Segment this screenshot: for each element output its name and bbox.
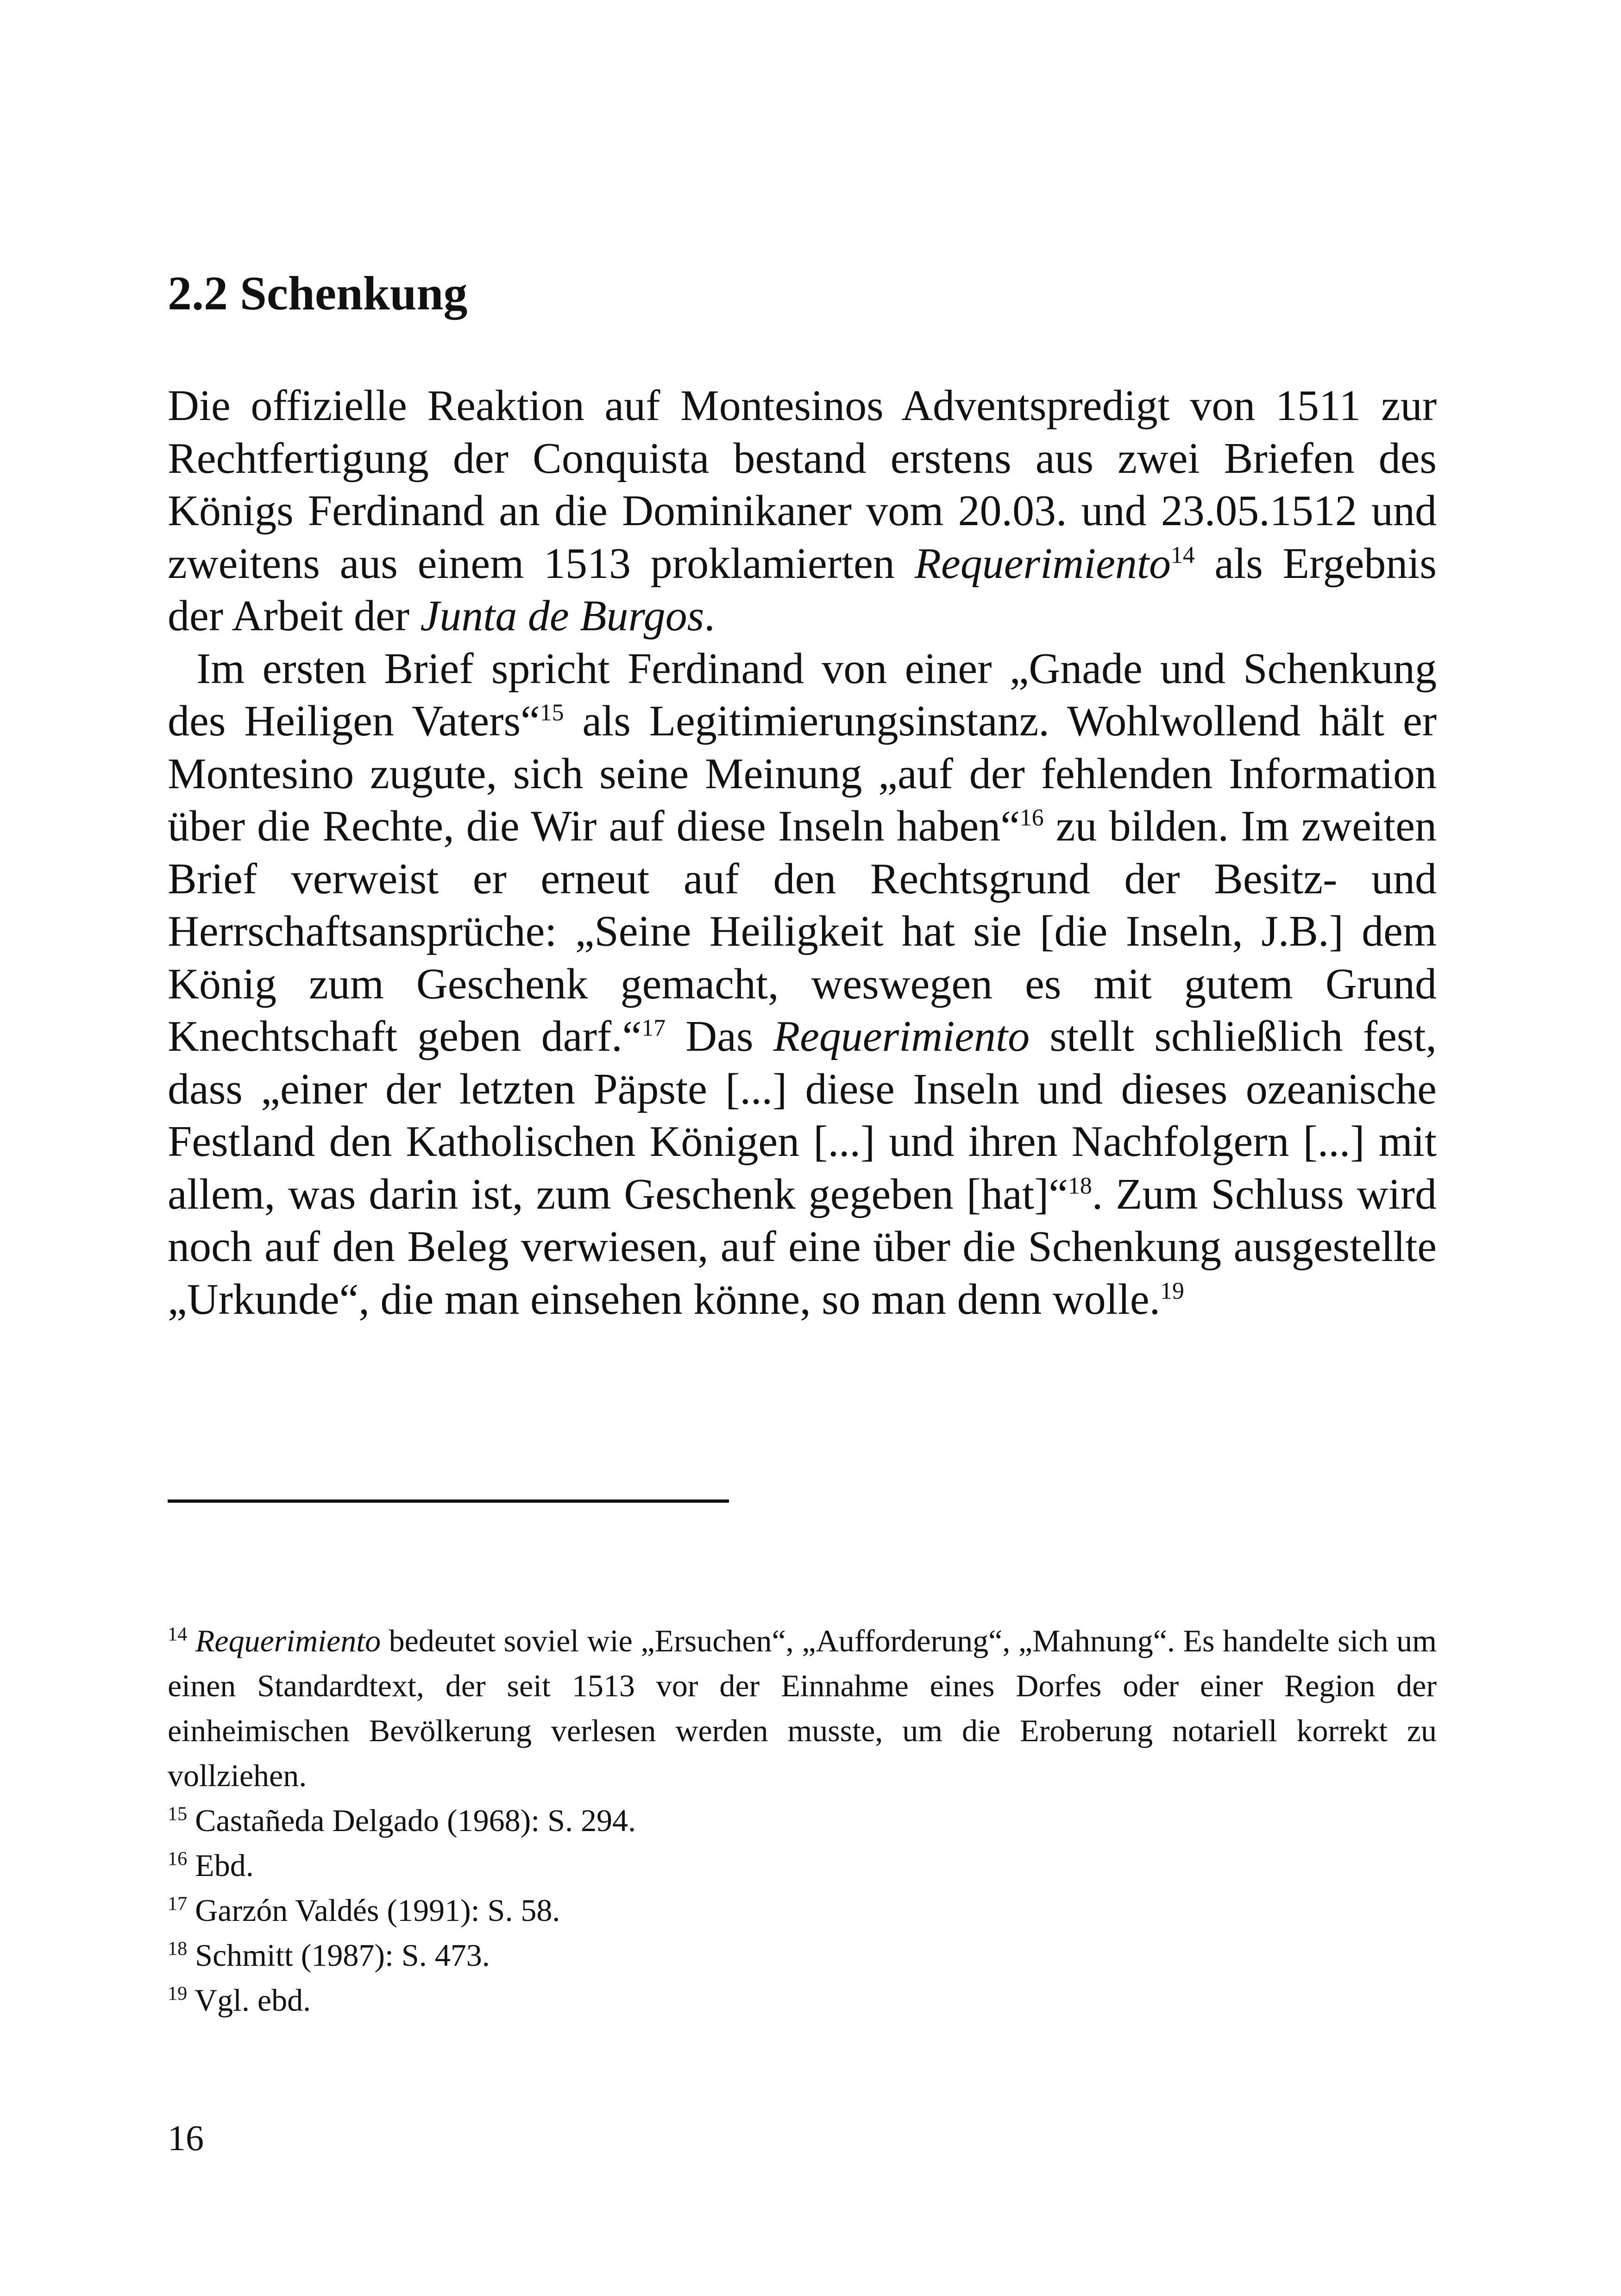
page-number: 16 <box>168 2118 204 2158</box>
text-run: . Zum Schluss wird noch auf den Beleg verwiesen, auf eine über die Schenkung ausgestellte „Urkunde“, die man einsehen könne, so man denn wolle. <box>168 1170 1437 1324</box>
italic-term: Requerimiento <box>914 539 1171 588</box>
footnote <box>168 1618 1437 1798</box>
footnote-number: 14 <box>168 1623 188 1645</box>
footnote-marker: 15 <box>540 699 564 726</box>
footnote-text: Schmitt (1987): S. 473. <box>187 1938 490 1973</box>
footnote-number: 19 <box>168 1982 188 2005</box>
footnote-marker: 18 <box>1068 1173 1092 1199</box>
footnote-number: 15 <box>168 1803 188 1825</box>
footnote-marker: 14 <box>1171 542 1195 569</box>
footnote <box>168 1798 1437 1843</box>
text-run: zu bilden. Im zweiten Brief verweist er erneut auf den Rechtsgrund der Besitz- und Herrschaftsansprüche: „Seine Heiligkeit hat sie [die Inseln, J.B.] dem König zum Geschenk gemacht, weswegen es mit gutem Grund Knechtschaft geben darf.“ <box>168 802 1437 1060</box>
text-run: Die offizielle Reaktion auf Montesinos Adventspredigt von 1511 zur Rechtfertigung der Conquista bestand erstens aus zwei Briefen des Königs Ferdinand an die Dominikaner vom 20.03. und 23.05.1512 und zweitens aus einem 1513 proklamierten <box>168 382 1437 588</box>
italic-term: Requerimiento <box>195 1623 381 1658</box>
footnote-separator <box>168 1499 729 1503</box>
text-run: Im ersten Brief spricht Ferdinand von einer „Gnade und Schenkung des Heiligen Vaters“ <box>168 644 1437 745</box>
text-run: als Ergebnis der Arbeit der <box>168 539 1437 640</box>
footnote <box>168 1978 1437 2023</box>
text-run: Das <box>666 1012 773 1060</box>
text-run: . <box>704 592 715 640</box>
footnote <box>168 1843 1437 1888</box>
paragraph <box>168 643 1437 1326</box>
footnote-text: Castañeda Delgado (1968): S. 294. <box>187 1803 636 1838</box>
footnote-text: Vgl. ebd. <box>187 1982 311 2018</box>
footnote-number: 17 <box>168 1893 188 1915</box>
footnote-number: 16 <box>168 1848 188 1870</box>
italic-term: Junta de Burgos <box>420 592 704 640</box>
paragraph <box>168 380 1437 643</box>
footnote-marker: 19 <box>1160 1278 1184 1305</box>
section-heading: 2.2 Schenkung <box>168 267 468 320</box>
footnote-text: bedeutet soviel wie „Ersuchen“, „Aufforderung“, „Mahnung“. Es handelte sich um einen Standardtext, der seit 1513 vor der Einnahme eines Dorfes oder einer Region der einheimischen Bevölkerung verlesen werden musste, um die Eroberung notariell korrekt zu vollziehen. <box>168 1623 1437 1793</box>
footnotes <box>168 1618 1437 2023</box>
footnote-text: Ebd. <box>187 1848 254 1883</box>
footnote <box>168 1933 1437 1978</box>
text-run: stellt schließlich fest, dass „einer der letzten Päpste [...] diese Inseln und dieses ozeanische Festland den Katholischen Königen [...] und ihren Nachfolgern [...] mit allem, was darin ist, zum Geschenk gegeben [hat]“ <box>168 1012 1437 1218</box>
body-text <box>168 380 1437 1326</box>
text-run: als Legitimierungsinstanz. Wohlwollend hält er Montesino zugute, sich seine Meinung „auf der fehlenden Information über die Rechte, die Wir auf diese Inseln haben“ <box>168 697 1437 850</box>
footnote-marker: 17 <box>641 1015 666 1041</box>
footnote-number: 18 <box>168 1938 188 1960</box>
footnote-text: Garzón Valdés (1991): S. 58. <box>187 1893 560 1928</box>
italic-term: Requerimiento <box>773 1012 1030 1060</box>
footnote-marker: 16 <box>1019 804 1044 831</box>
footnote <box>168 1888 1437 1933</box>
